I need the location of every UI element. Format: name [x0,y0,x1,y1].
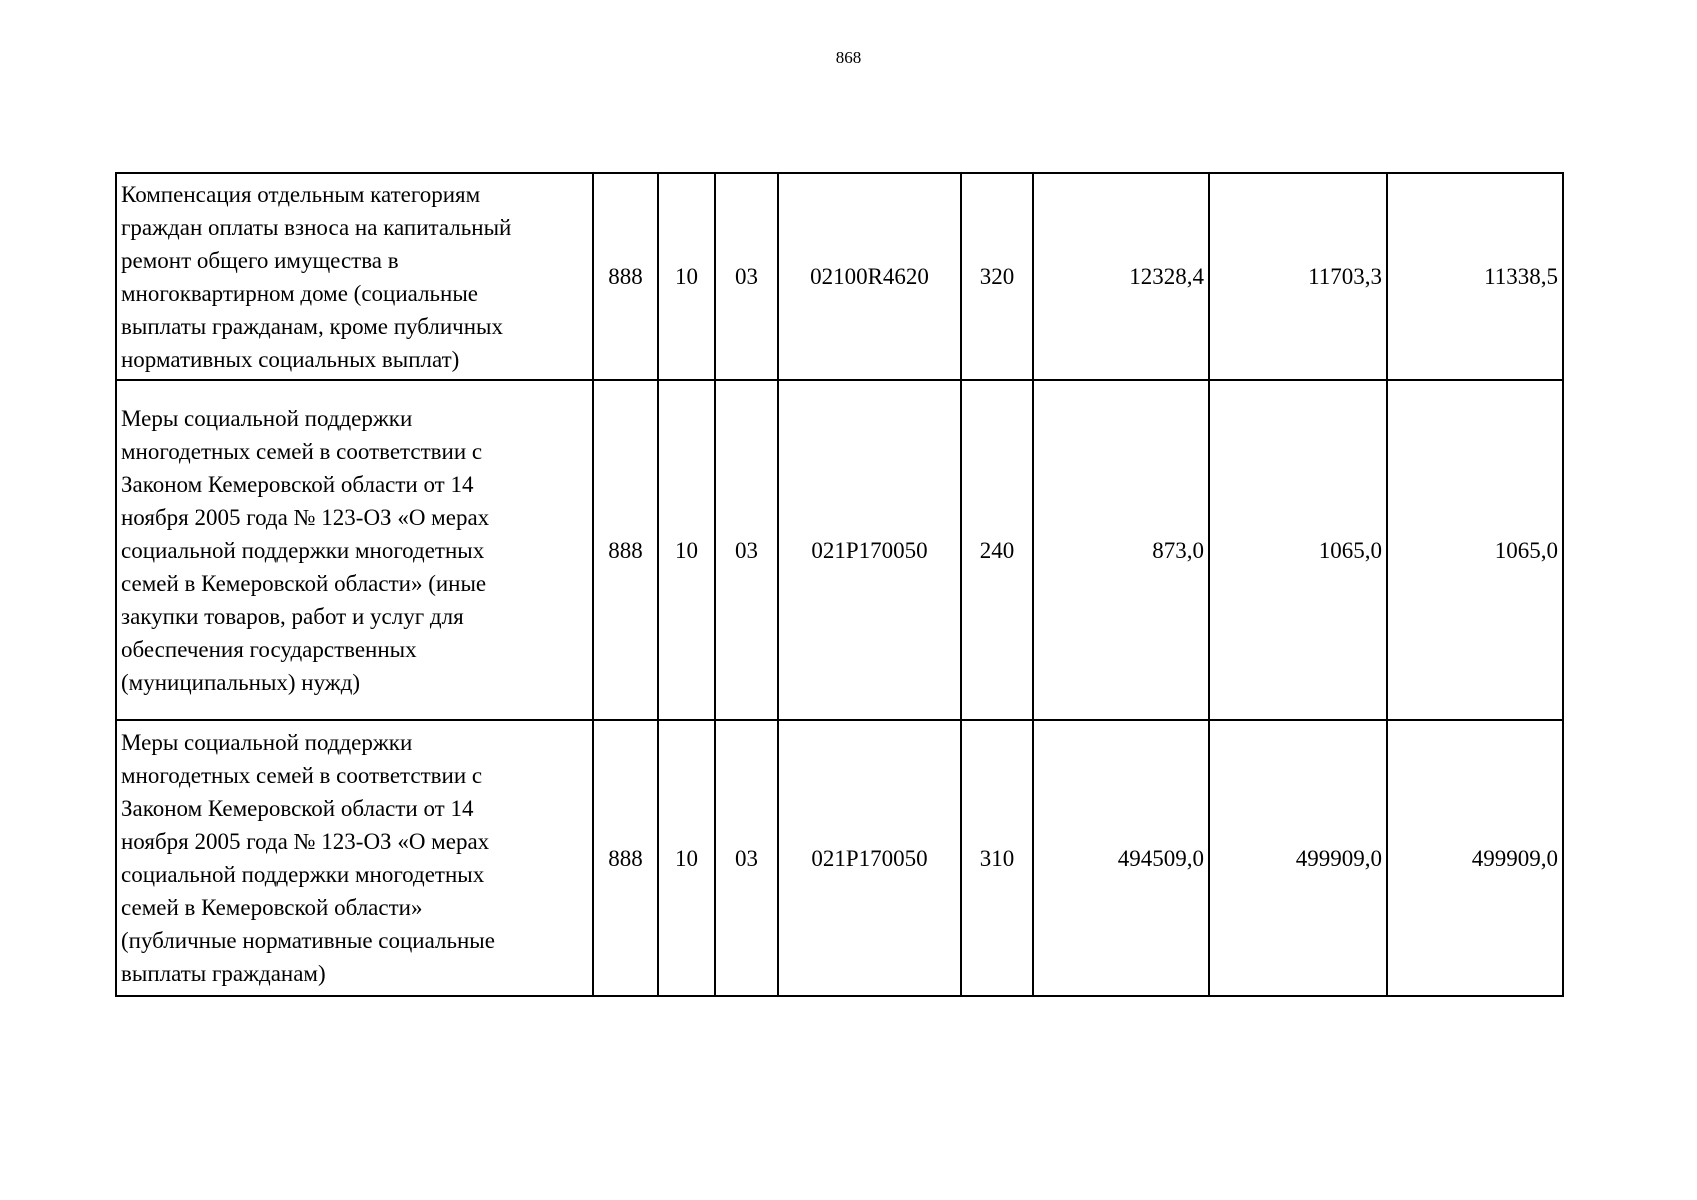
amount-year-2: 1065,0 [1209,380,1387,720]
amount-year-2: 499909,0 [1209,720,1387,996]
expense-type-code: 310 [961,720,1033,996]
ministry-code: 888 [593,173,658,380]
target-article-code: 02100R4620 [778,173,961,380]
ministry-code: 888 [593,380,658,720]
row-description: Компенсация отдельным категориям граждан оплаты взноса на капитальный ремонт общего имущества в многоквартирном доме (социальные выплаты гражданам, кроме публичных нормативных социальных выплат) [116,173,593,380]
amount-year-1: 873,0 [1033,380,1209,720]
table-row [116,380,1563,720]
expense-type-code: 240 [961,380,1033,720]
amount-year-3: 1065,0 [1387,380,1563,720]
amount-year-1: 494509,0 [1033,720,1209,996]
budget-table [115,172,1564,997]
table-row [116,173,1563,380]
ministry-code: 888 [593,720,658,996]
amount-year-3: 499909,0 [1387,720,1563,996]
target-article-code: 021P170050 [778,380,961,720]
expense-type-code: 320 [961,173,1033,380]
row-description: Меры социальной поддержки многодетных семей в соответствии с Законом Кемеровской области от 14 ноября 2005 года № 123-ОЗ «О мерах социальной поддержки многодетных семей в Кемеровской области» (иные закупки товаров, работ и услуг для обеспечения государственных (муниципальных) нужд) [116,380,593,720]
page-number: 868 [835,48,862,67]
table-row [116,720,1563,996]
amount-year-1: 12328,4 [1033,173,1209,380]
row-description: Меры социальной поддержки многодетных семей в соответствии с Законом Кемеровской области от 14 ноября 2005 года № 123-ОЗ «О мерах социальной поддержки многодетных семей в Кемеровской области» (публичные нормативные социальные выплаты гражданам) [116,720,593,996]
amount-year-2: 11703,3 [1209,173,1387,380]
subsection-code: 03 [715,173,778,380]
section-code: 10 [658,720,715,996]
target-article-code: 021P170050 [778,720,961,996]
section-code: 10 [658,380,715,720]
subsection-code: 03 [715,380,778,720]
amount-year-3: 11338,5 [1387,173,1563,380]
subsection-code: 03 [715,720,778,996]
section-code: 10 [658,173,715,380]
